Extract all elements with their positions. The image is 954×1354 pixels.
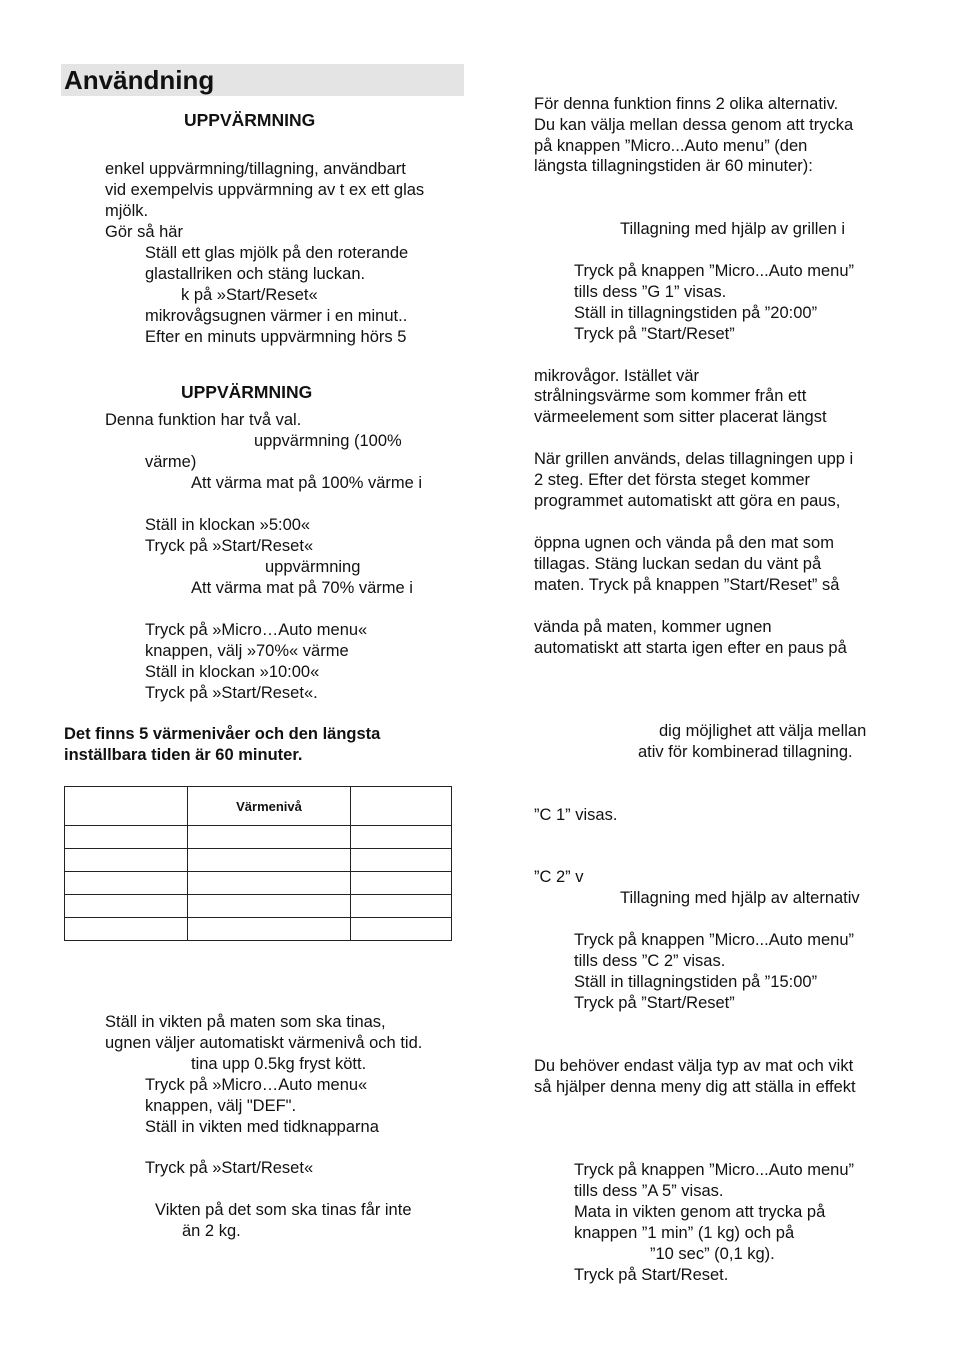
text-line: tina upp 0.5kg fryst kött. [191, 1055, 367, 1073]
text-line: vända på maten, kommer ugnen [534, 618, 772, 636]
text-line: värmeelement som sitter placerat längst [534, 408, 827, 426]
step-line: tills dess ”A 5” visas. [574, 1182, 724, 1200]
text-line: Ställ in vikten på maten som ska tinas, [105, 1013, 386, 1031]
text-line: enkel uppvärmning/tillagning, användbart [105, 160, 406, 178]
step-line: Ställ in tillagningstiden på ”15:00” [574, 973, 818, 991]
table-cell [351, 918, 452, 941]
page-title: Användning [64, 65, 215, 95]
text-line: på knappen ”Micro...Auto menu” (den [534, 137, 808, 155]
table-cell [65, 918, 188, 941]
text-line: så hjälper denna meny dig att ställa in effekt [534, 1078, 856, 1096]
table-row [65, 918, 452, 941]
step-line: Ställ in tillagningstiden på ”20:00” [574, 304, 818, 322]
table-header-row [65, 787, 452, 826]
table-row [65, 895, 452, 918]
text-line: Vikten på det som ska tinas får inte [155, 1201, 412, 1219]
text-line: dig möjlighet att välja mellan [659, 722, 867, 740]
step-line: Ställ in vikten med tidknapparna [145, 1118, 379, 1136]
text-line: längsta tillagningstiden är 60 minuter): [534, 157, 813, 175]
text-line: ”C 1” visas. [534, 806, 618, 824]
step-line: Tryck på knappen ”Micro...Auto menu” [574, 931, 855, 949]
text-line: Tillagning med hjälp av alternativ [620, 889, 860, 907]
text-line: Tillagning med hjälp av grillen i [620, 220, 846, 238]
step-line: tills dess ”G 1” visas. [574, 283, 727, 301]
step-line: knappen, välj "DEF". [145, 1097, 297, 1115]
step-line: glastallriken och stäng luckan. [145, 265, 366, 283]
step-line: Tryck på »Start/Reset« [145, 1159, 314, 1177]
text-line: öppna ugnen och vända på den mat som [534, 534, 834, 552]
table-row [65, 849, 452, 872]
text-line: ugnen väljer automatiskt värmenivå och tid. [105, 1034, 423, 1052]
table-cell [65, 872, 188, 895]
table-header-cell: Värmenivå [188, 787, 351, 826]
step-line: Tryck på »Start/Reset« [145, 537, 314, 555]
text-line: programmet automatiskt att göra en paus, [534, 492, 841, 510]
table-header-cell [65, 787, 188, 826]
step-line: Tryck på »Micro…Auto menu« [145, 621, 368, 639]
step-line: Efter en minuts uppvärmning hörs 5 [145, 328, 407, 346]
text-line: Att värma mat på 100% värme i [191, 474, 423, 492]
step-line: mikrovågsugnen värmer i en minut.. [145, 307, 408, 325]
text-line: Att värma mat på 70% värme i [191, 579, 413, 597]
step-line: k på »Start/Reset« [181, 286, 318, 304]
text-line: Du behöver endast välja typ av mat och vikt [534, 1057, 854, 1075]
text-line: automatiskt att starta igen efter en paus på [534, 639, 847, 657]
step-line: Tryck på ”Start/Reset” [574, 325, 735, 343]
table-cell [351, 895, 452, 918]
step-line: Tryck på »Start/Reset«. [145, 684, 318, 702]
table-cell [188, 849, 351, 872]
step-line: Ställ ett glas mjölk på den roterande [145, 244, 409, 262]
text-line: mjölk. [105, 202, 149, 220]
step-line: Tryck på knappen ”Micro...Auto menu” [574, 262, 855, 280]
step-line: tills dess ”C 2” visas. [574, 952, 726, 970]
step-line: knappen, välj »70%« värme [145, 642, 349, 660]
heat-level-table [64, 786, 452, 941]
table-cell [351, 849, 452, 872]
text-line: värme) [145, 453, 197, 471]
text-line: 2 steg. Efter det första steget kommer [534, 471, 811, 489]
table-cell [65, 826, 188, 849]
text-line: Denna funktion har två val. [105, 411, 302, 429]
table-cell [188, 826, 351, 849]
step-line: Tryck på Start/Reset. [574, 1266, 729, 1284]
text-line: uppvärmning (100% [254, 432, 402, 450]
section-heading-uppvarmning-2: UPPVÄRMNING [181, 382, 313, 402]
text-line: När grillen används, delas tillagningen upp i [534, 450, 854, 468]
table-cell [188, 895, 351, 918]
step-line: Tryck på »Micro…Auto menu« [145, 1076, 368, 1094]
step-line: ”10 sec” (0,1 kg). [650, 1245, 775, 1263]
table-cell [351, 826, 452, 849]
step-line: Tryck på ”Start/Reset” [574, 994, 735, 1012]
text-line: Gör så här [105, 223, 183, 241]
table-row [65, 826, 452, 849]
table-cell [65, 895, 188, 918]
text-line: För denna funktion finns 2 olika alternativ. [534, 95, 839, 113]
text-line: maten. Tryck på knappen ”Start/Reset” så [534, 576, 840, 594]
step-line: Ställ in klockan »5:00« [145, 516, 311, 534]
table-row [65, 872, 452, 895]
text-line: tillagas. Stäng luckan sedan du vänt på [534, 555, 822, 573]
text-line: än 2 kg. [182, 1222, 241, 1240]
note-bold-line: inställbara tiden är 60 minuter. [64, 746, 303, 764]
text-line: mikrovågor. Istället vär [534, 367, 700, 385]
step-line: Tryck på knappen ”Micro...Auto menu” [574, 1161, 855, 1179]
text-line: ativ för kombinerad tillagning. [638, 743, 853, 761]
table-header-cell [351, 787, 452, 826]
text-line: ”C 2” v [534, 868, 584, 886]
text-line: uppvärmning [265, 558, 361, 576]
step-line: Ställ in klockan »10:00« [145, 663, 320, 681]
text-line: vid exempelvis uppvärmning av t ex ett glas [105, 181, 425, 199]
note-bold-line: Det finns 5 värmenivåer och den längsta [64, 725, 381, 743]
table-cell [351, 872, 452, 895]
step-line: knappen ”1 min” (1 kg) och på [574, 1224, 795, 1242]
table-cell [188, 918, 351, 941]
table-cell [65, 849, 188, 872]
step-line: Mata in vikten genom att trycka på [574, 1203, 826, 1221]
table-cell [188, 872, 351, 895]
text-line: strålningsvärme som kommer från ett [534, 387, 807, 405]
section-heading-uppvarmning-1: UPPVÄRMNING [184, 110, 316, 130]
text-line: Du kan välja mellan dessa genom att trycka [534, 116, 854, 134]
